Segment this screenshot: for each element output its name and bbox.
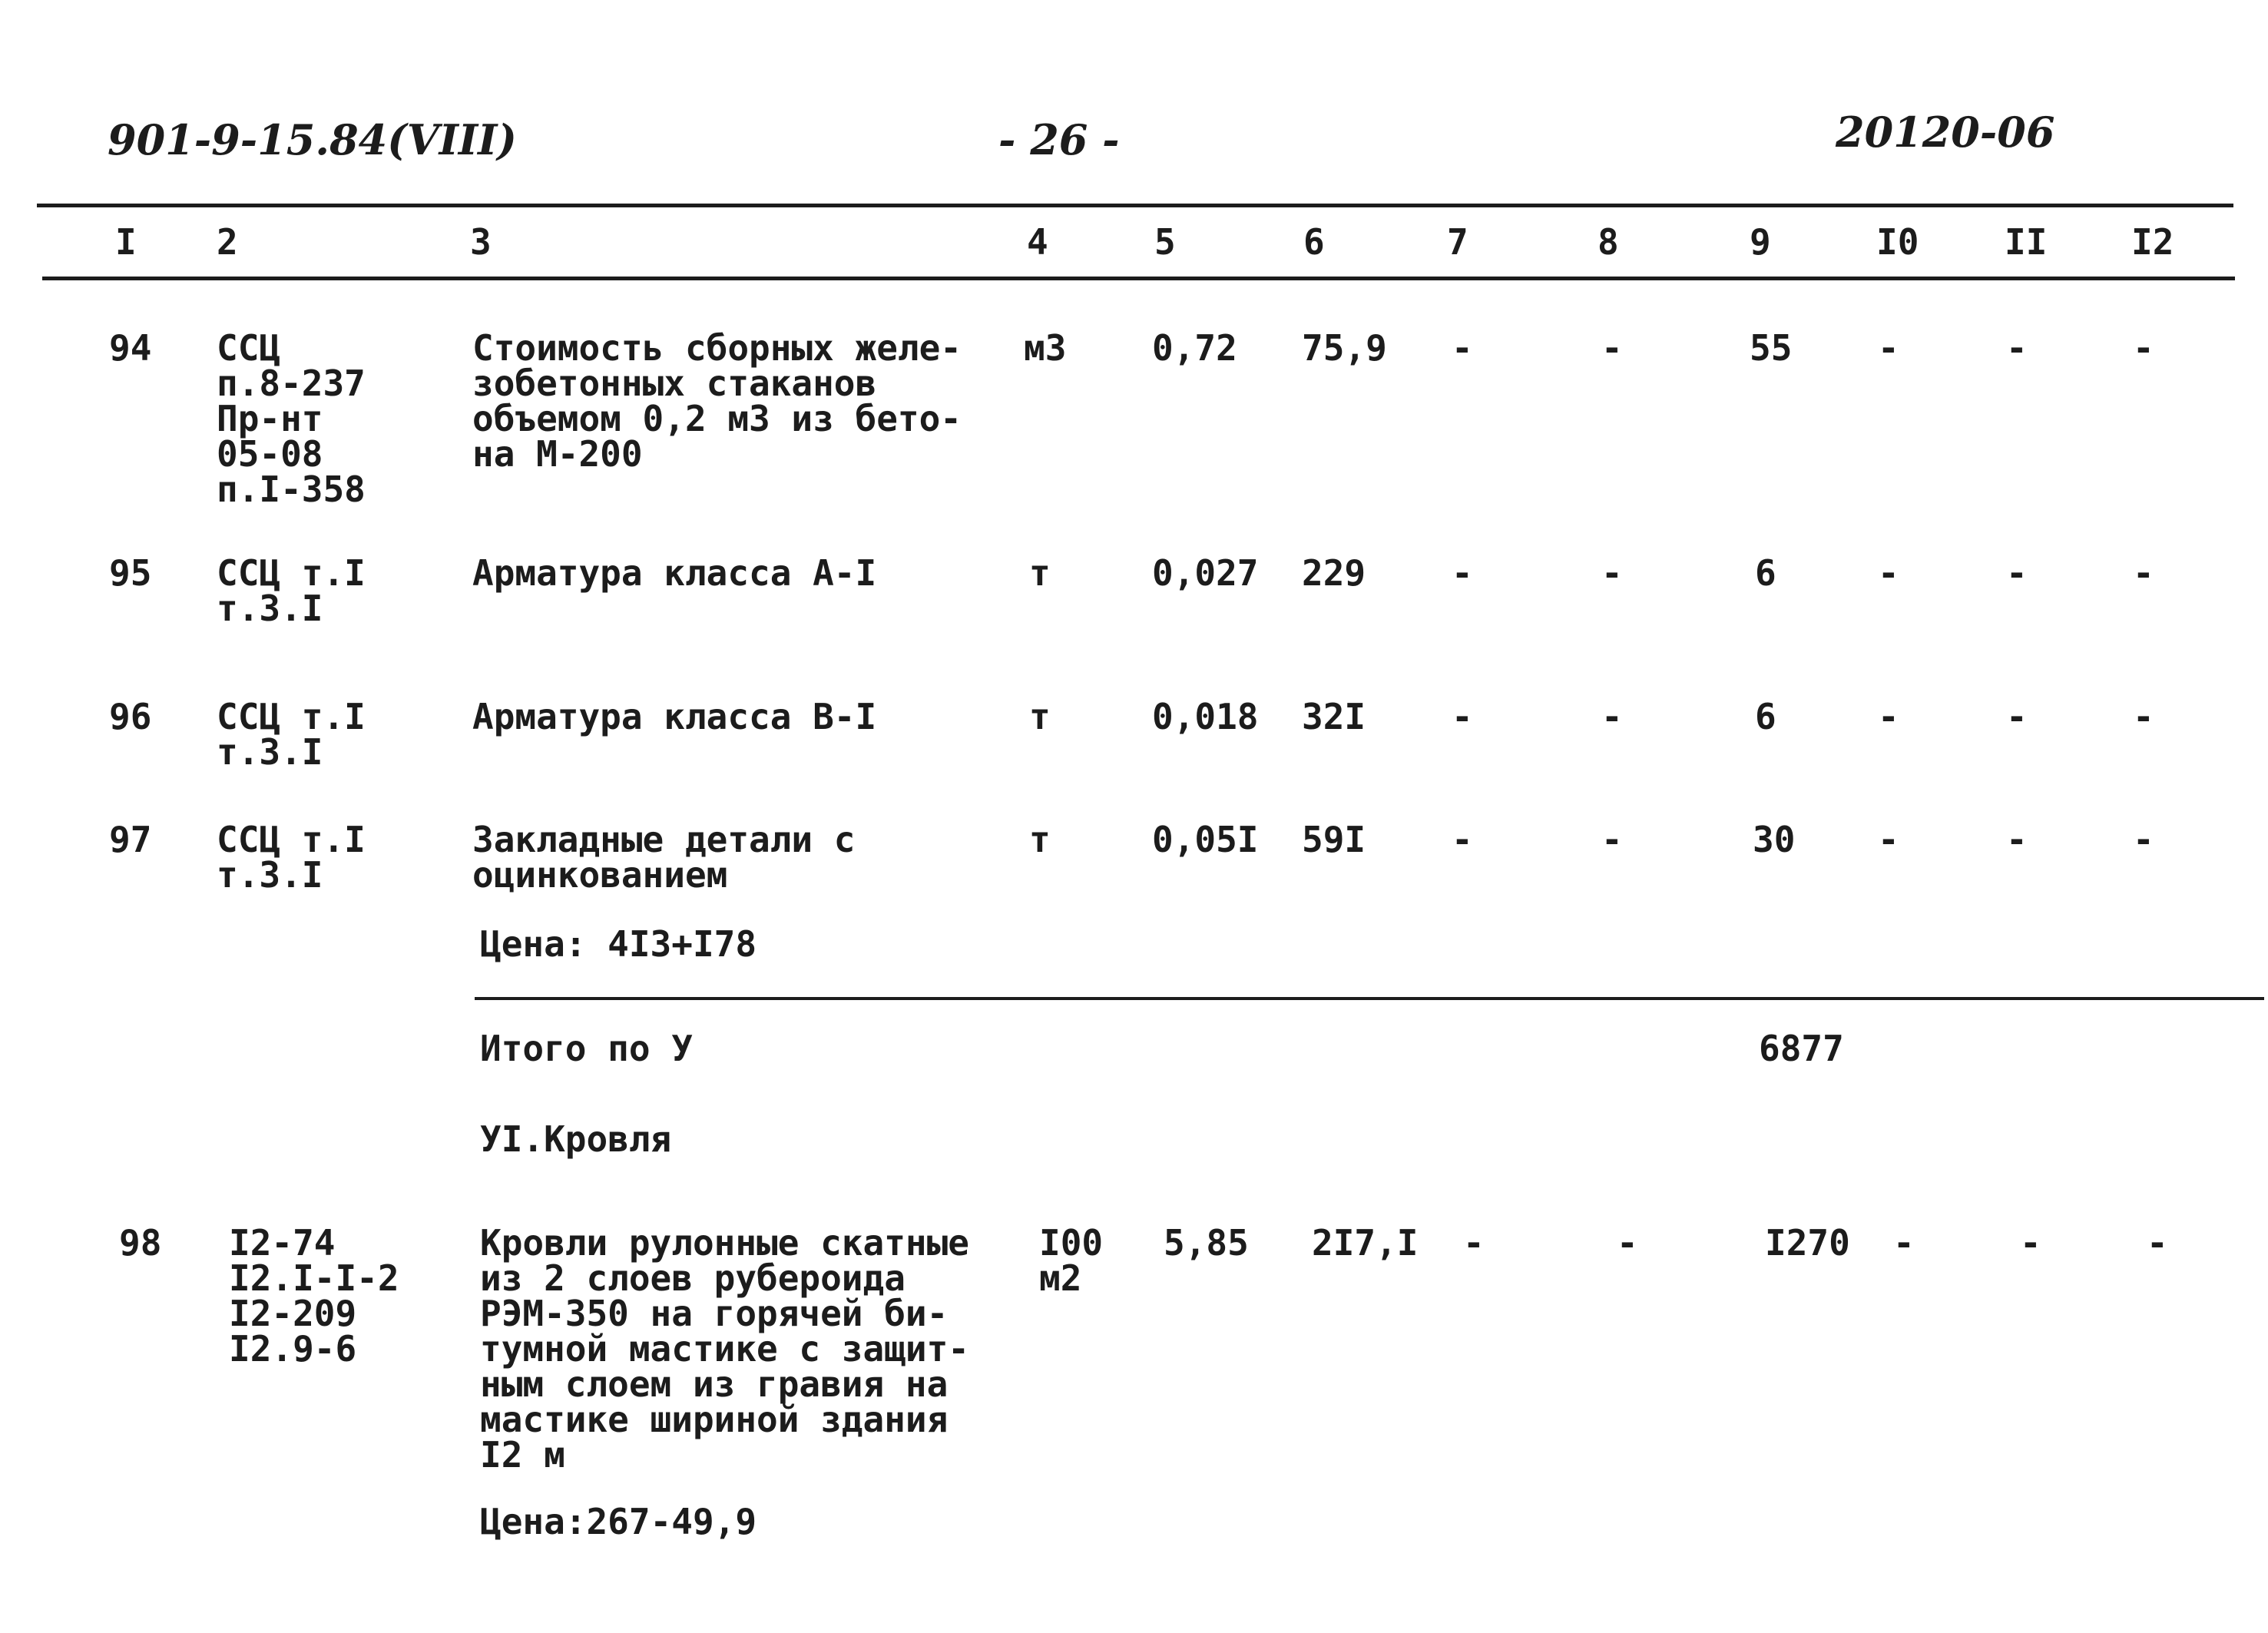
row-col-8: - bbox=[1601, 819, 1623, 860]
row-col-7: - bbox=[1452, 327, 1473, 369]
top-rule bbox=[37, 204, 2233, 207]
header-bottom-rule bbox=[42, 277, 2235, 280]
row-col-7: - bbox=[1452, 819, 1473, 860]
row-col-11: - bbox=[2020, 1222, 2041, 1264]
row-col-12: - bbox=[2133, 819, 2154, 860]
row-col-11: - bbox=[2006, 819, 2028, 860]
row-quantity: 0,72 bbox=[1152, 327, 1237, 369]
row-col-12: - bbox=[2147, 1222, 2168, 1264]
row-unit: м3 bbox=[1024, 327, 1067, 369]
page-number: - 26 - bbox=[998, 115, 1120, 164]
row-description: Стоимость сборных желе- зобетонных стаканов объемом 0,2 м3 из бето- на М-200 bbox=[472, 327, 962, 475]
row-col-11: - bbox=[2006, 696, 2028, 737]
row-description: Закладные детали с оцинкованием bbox=[472, 819, 856, 896]
row-number: 94 bbox=[109, 327, 152, 369]
row-quantity: 0,018 bbox=[1152, 696, 1259, 737]
row-code: ССЦ т.I т.3.I bbox=[217, 552, 366, 629]
col-header-12: I2 bbox=[2131, 221, 2174, 263]
row-price: 32I bbox=[1302, 696, 1366, 737]
row-description: Арматура класса В-I bbox=[472, 696, 877, 737]
col-header-10: I0 bbox=[1876, 221, 1919, 263]
row-code: ССЦ т.I т.3.I bbox=[217, 696, 366, 773]
row-col-12: - bbox=[2133, 552, 2154, 594]
row-price: 75,9 bbox=[1302, 327, 1387, 369]
row-col-12: - bbox=[2133, 327, 2154, 369]
price-note: Цена:267-49,9 bbox=[480, 1501, 757, 1542]
subtotal-value: 6877 bbox=[1759, 1028, 1844, 1069]
price-note: Цена: 4I3+I78 bbox=[480, 923, 757, 965]
document-code: 901-9-15.84(VIII) bbox=[108, 115, 517, 164]
section-title: УI.Кровля bbox=[480, 1118, 672, 1160]
subtotal-rule bbox=[475, 997, 2264, 1000]
col-header-3: 3 bbox=[470, 221, 492, 263]
sheet-code: 20120-06 bbox=[1836, 108, 2055, 157]
row-col-10: - bbox=[1878, 552, 1899, 594]
row-col-7: - bbox=[1452, 552, 1473, 594]
row-col-10: - bbox=[1878, 696, 1899, 737]
col-header-1: I bbox=[115, 221, 137, 263]
row-description: Арматура класса А-I bbox=[472, 552, 877, 594]
row-col-8: - bbox=[1601, 327, 1623, 369]
col-header-4: 4 bbox=[1027, 221, 1048, 263]
row-number: 98 bbox=[119, 1222, 162, 1264]
col-header-2: 2 bbox=[217, 221, 238, 263]
col-header-7: 7 bbox=[1447, 221, 1468, 263]
row-col-11: - bbox=[2006, 552, 2028, 594]
row-unit: т bbox=[1029, 819, 1051, 860]
col-header-5: 5 bbox=[1154, 221, 1176, 263]
row-col-11: - bbox=[2006, 327, 2028, 369]
row-number: 97 bbox=[109, 819, 152, 860]
col-header-9: 9 bbox=[1750, 221, 1771, 263]
row-col-9: 30 bbox=[1753, 819, 1796, 860]
row-col-12: - bbox=[2133, 696, 2154, 737]
row-price: 59I bbox=[1302, 819, 1366, 860]
row-col-9: 55 bbox=[1750, 327, 1793, 369]
row-col-9: I270 bbox=[1765, 1222, 1850, 1264]
row-unit: т bbox=[1029, 696, 1051, 737]
row-description: Кровли рулонные скатные из 2 слоев рубероида РЭМ-350 на горячей би- тумной мастике с защит- ным слоем из гравия на мастике шириной здания I2 м bbox=[480, 1222, 969, 1476]
subtotal-label: Итого по У bbox=[480, 1028, 693, 1069]
row-quantity: 0,027 bbox=[1152, 552, 1259, 594]
col-header-6: 6 bbox=[1303, 221, 1325, 263]
row-number: 96 bbox=[109, 696, 152, 737]
row-col-8: - bbox=[1617, 1222, 1638, 1264]
row-col-8: - bbox=[1601, 696, 1623, 737]
row-col-9: 6 bbox=[1755, 696, 1776, 737]
row-unit: I00 м2 bbox=[1039, 1222, 1104, 1299]
row-col-10: - bbox=[1878, 327, 1899, 369]
row-code: ССЦ п.8-237 Пр-нт 05-08 п.I-358 bbox=[217, 327, 366, 510]
row-quantity: 0,05I bbox=[1152, 819, 1259, 860]
row-code: ССЦ т.I т.3.I bbox=[217, 819, 366, 896]
row-col-10: - bbox=[1878, 819, 1899, 860]
row-col-10: - bbox=[1893, 1222, 1915, 1264]
row-col-7: - bbox=[1452, 696, 1473, 737]
row-number: 95 bbox=[109, 552, 152, 594]
row-quantity: 5,85 bbox=[1164, 1222, 1249, 1264]
row-price: 229 bbox=[1302, 552, 1366, 594]
col-header-8: 8 bbox=[1598, 221, 1619, 263]
row-col-9: 6 bbox=[1755, 552, 1776, 594]
row-code: I2-74 I2.I-I-2 I2-209 I2.9-6 bbox=[229, 1222, 399, 1370]
row-col-7: - bbox=[1463, 1222, 1485, 1264]
col-header-11: II bbox=[2005, 221, 2048, 263]
row-col-8: - bbox=[1601, 552, 1623, 594]
row-price: 2I7,I bbox=[1312, 1222, 1419, 1264]
row-unit: т bbox=[1029, 552, 1051, 594]
